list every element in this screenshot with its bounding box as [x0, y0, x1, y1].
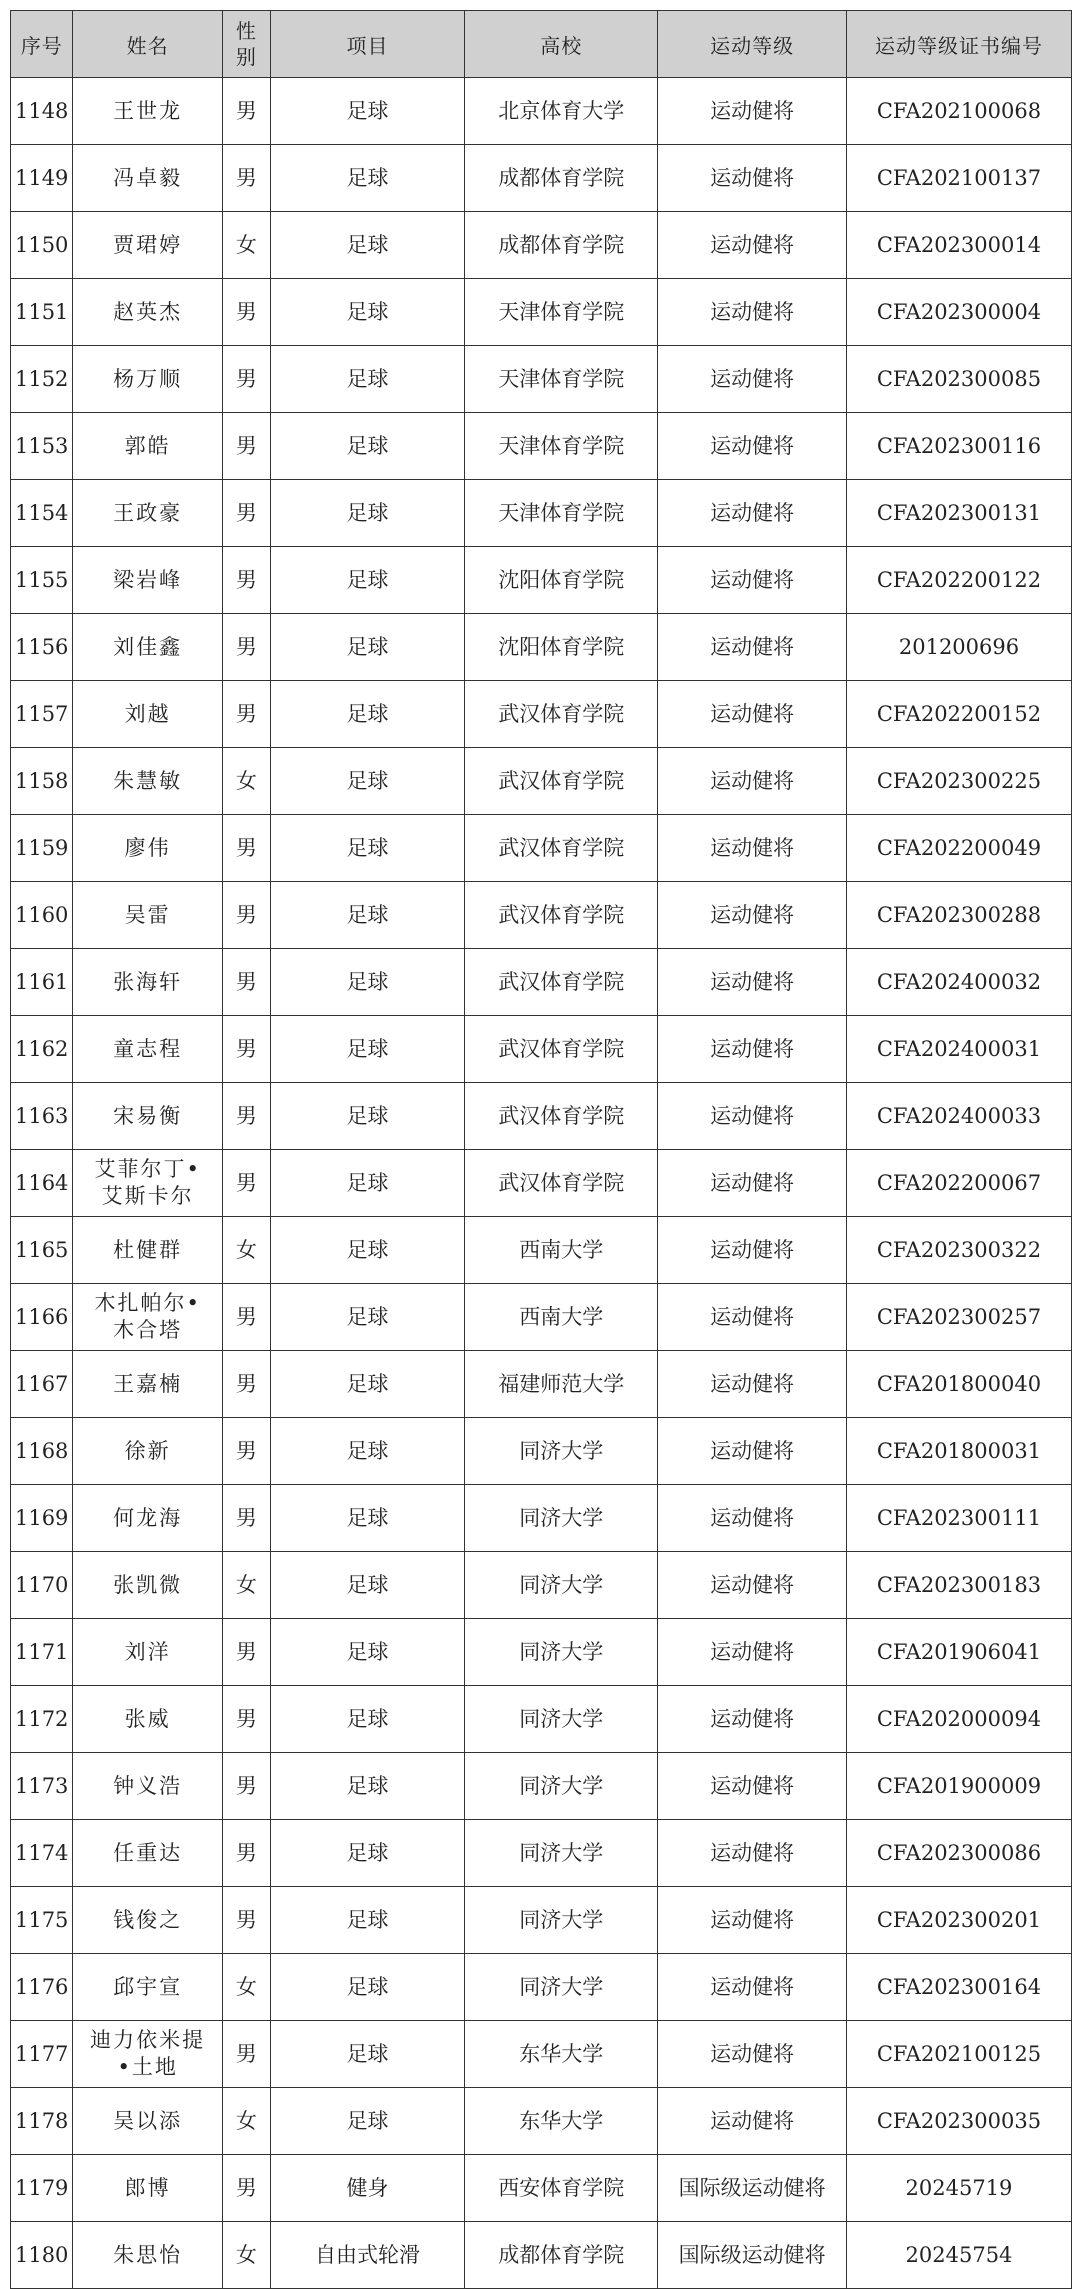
table-row	[11, 145, 1072, 212]
header-gender-label: 性 别	[235, 19, 257, 69]
cell-index: 1171	[11, 1619, 73, 1686]
cell-gender: 男	[222, 145, 270, 212]
cell-school: 武汉体育学院	[465, 748, 658, 815]
cell-school: 同济大学	[465, 1820, 658, 1887]
cell-name: 刘洋	[73, 1619, 222, 1686]
cell-index: 1174	[11, 1820, 73, 1887]
cell-name: 梁岩峰	[73, 547, 222, 614]
cell-cert: CFA202400031	[846, 1016, 1071, 1083]
cell-sport: 足球	[270, 2021, 464, 2088]
cell-name: 任重达	[73, 1820, 222, 1887]
cell-gender: 男	[222, 614, 270, 681]
cell-cert: CFA202200067	[846, 1150, 1071, 1217]
cell-cert: CFA202100068	[846, 78, 1071, 145]
cell-cert: CFA202300085	[846, 346, 1071, 413]
cell-name: 何龙海	[73, 1485, 222, 1552]
cell-level: 运动健将	[658, 1552, 847, 1619]
table-row	[11, 2088, 1072, 2155]
cell-cert: CFA202300111	[846, 1485, 1071, 1552]
cell-index: 1173	[11, 1753, 73, 1820]
table-row	[11, 480, 1072, 547]
cell-sport: 足球	[270, 949, 464, 1016]
cell-cert: CFA202300225	[846, 748, 1071, 815]
header-cert: 运动等级证书编号	[846, 11, 1071, 78]
cell-level: 运动健将	[658, 1284, 847, 1351]
cell-cert: CFA202300288	[846, 882, 1071, 949]
cell-name: 吴雷	[73, 882, 222, 949]
cell-level: 运动健将	[658, 681, 847, 748]
cell-level: 运动健将	[658, 1418, 847, 1485]
cell-name: 廖伟	[73, 815, 222, 882]
cell-name: 邱宇宣	[73, 1954, 222, 2021]
cell-school: 天津体育学院	[465, 413, 658, 480]
cell-gender: 男	[222, 1619, 270, 1686]
cell-gender: 男	[222, 1083, 270, 1150]
cell-level: 运动健将	[658, 2021, 847, 2088]
cell-level: 运动健将	[658, 1954, 847, 2021]
cell-sport: 足球	[270, 1686, 464, 1753]
cell-gender: 男	[222, 346, 270, 413]
table-row	[11, 1619, 1072, 1686]
cell-cert: CFA202200122	[846, 547, 1071, 614]
cell-gender: 男	[222, 1820, 270, 1887]
cell-cert: CFA202400032	[846, 949, 1071, 1016]
cell-name: 刘佳鑫	[73, 614, 222, 681]
cell-school: 同济大学	[465, 1887, 658, 1954]
cell-index: 1150	[11, 212, 73, 279]
cell-index: 1156	[11, 614, 73, 681]
cell-index: 1170	[11, 1552, 73, 1619]
table-row	[11, 1016, 1072, 1083]
cell-level: 运动健将	[658, 480, 847, 547]
cell-gender: 女	[222, 1552, 270, 1619]
cell-level: 运动健将	[658, 949, 847, 1016]
cell-name: 张凯微	[73, 1552, 222, 1619]
cell-index: 1168	[11, 1418, 73, 1485]
cell-name: 朱慧敏	[73, 748, 222, 815]
cell-cert: CFA202300183	[846, 1552, 1071, 1619]
header-level: 运动等级	[658, 11, 847, 78]
cell-level: 运动健将	[658, 1820, 847, 1887]
cell-cert: CFA202200049	[846, 815, 1071, 882]
cell-level: 运动健将	[658, 212, 847, 279]
cell-sport: 足球	[270, 1284, 464, 1351]
athlete-roster-table	[10, 10, 1072, 2289]
cell-sport: 足球	[270, 1820, 464, 1887]
table-row	[11, 1686, 1072, 1753]
table-row	[11, 2021, 1072, 2088]
table-row	[11, 1753, 1072, 1820]
cell-cert: CFA202300004	[846, 279, 1071, 346]
cell-sport: 足球	[270, 212, 464, 279]
cell-index: 1153	[11, 413, 73, 480]
cell-index: 1154	[11, 480, 73, 547]
header-school: 高校	[465, 11, 658, 78]
cell-gender: 女	[222, 1954, 270, 2021]
cell-cert: CFA202200152	[846, 681, 1071, 748]
cell-name: 杜健群	[73, 1217, 222, 1284]
header-gender	[222, 11, 270, 78]
cell-gender: 男	[222, 1016, 270, 1083]
cell-name: 刘越	[73, 681, 222, 748]
cell-level: 运动健将	[658, 882, 847, 949]
cell-school: 西安体育学院	[465, 2155, 658, 2222]
cell-gender: 男	[222, 1887, 270, 1954]
cell-name: 钟义浩	[73, 1753, 222, 1820]
cell-school: 天津体育学院	[465, 346, 658, 413]
cell-cert: 20245754	[846, 2222, 1071, 2289]
cell-index: 1148	[11, 78, 73, 145]
table-row	[11, 815, 1072, 882]
cell-cert: CFA201800040	[846, 1351, 1071, 1418]
cell-index: 1166	[11, 1284, 73, 1351]
cell-gender: 男	[222, 2021, 270, 2088]
cell-school: 天津体育学院	[465, 480, 658, 547]
cell-gender: 女	[222, 1217, 270, 1284]
cell-school: 同济大学	[465, 1686, 658, 1753]
cell-index: 1160	[11, 882, 73, 949]
cell-level: 运动健将	[658, 1753, 847, 1820]
cell-sport: 足球	[270, 1552, 464, 1619]
cell-name: 朱思怡	[73, 2222, 222, 2289]
cell-gender: 女	[222, 2222, 270, 2289]
cell-sport: 足球	[270, 1954, 464, 2021]
cell-name: 贾珺婷	[73, 212, 222, 279]
cell-school: 沈阳体育学院	[465, 547, 658, 614]
cell-level: 运动健将	[658, 279, 847, 346]
header-sport: 项目	[270, 11, 464, 78]
cell-name: 艾菲尔丁• 艾斯卡尔	[73, 1150, 222, 1217]
table-row	[11, 1284, 1072, 1351]
cell-level: 运动健将	[658, 1619, 847, 1686]
table-row	[11, 2155, 1072, 2222]
cell-school: 武汉体育学院	[465, 949, 658, 1016]
cell-school: 西南大学	[465, 1284, 658, 1351]
cell-index: 1163	[11, 1083, 73, 1150]
cell-sport: 足球	[270, 78, 464, 145]
cell-index: 1169	[11, 1485, 73, 1552]
cell-level: 运动健将	[658, 614, 847, 681]
table-row	[11, 1083, 1072, 1150]
cell-name: 宋易衡	[73, 1083, 222, 1150]
cell-sport: 足球	[270, 1351, 464, 1418]
cell-sport: 足球	[270, 480, 464, 547]
cell-gender: 男	[222, 1351, 270, 1418]
cell-school: 同济大学	[465, 1485, 658, 1552]
cell-school: 东华大学	[465, 2021, 658, 2088]
cell-level: 运动健将	[658, 1351, 847, 1418]
cell-school: 武汉体育学院	[465, 1150, 658, 1217]
table-row	[11, 279, 1072, 346]
cell-gender: 男	[222, 815, 270, 882]
cell-cert: CFA202300014	[846, 212, 1071, 279]
cell-level: 国际级运动健将	[658, 2222, 847, 2289]
cell-cert: CFA202100125	[846, 2021, 1071, 2088]
cell-gender: 男	[222, 1753, 270, 1820]
cell-name: 童志程	[73, 1016, 222, 1083]
cell-cert: CFA201800031	[846, 1418, 1071, 1485]
cell-cert: 20245719	[846, 2155, 1071, 2222]
cell-index: 1165	[11, 1217, 73, 1284]
cell-school: 天津体育学院	[465, 279, 658, 346]
cell-school: 沈阳体育学院	[465, 614, 658, 681]
cell-gender: 女	[222, 748, 270, 815]
cell-level: 运动健将	[658, 413, 847, 480]
cell-school: 武汉体育学院	[465, 815, 658, 882]
cell-sport: 足球	[270, 413, 464, 480]
cell-index: 1159	[11, 815, 73, 882]
table-row	[11, 413, 1072, 480]
cell-index: 1161	[11, 949, 73, 1016]
cell-index: 1155	[11, 547, 73, 614]
table-row	[11, 1552, 1072, 1619]
cell-gender: 男	[222, 1150, 270, 1217]
cell-index: 1177	[11, 2021, 73, 2088]
cell-sport: 足球	[270, 1485, 464, 1552]
cell-name: 张威	[73, 1686, 222, 1753]
cell-sport: 足球	[270, 1217, 464, 1284]
cell-school: 同济大学	[465, 1552, 658, 1619]
cell-sport: 足球	[270, 681, 464, 748]
header-index: 序号	[11, 11, 73, 78]
table-row	[11, 1954, 1072, 2021]
cell-sport: 足球	[270, 1150, 464, 1217]
table-row	[11, 1217, 1072, 1284]
cell-school: 成都体育学院	[465, 212, 658, 279]
cell-cert: CFA202300164	[846, 1954, 1071, 2021]
cell-name: 赵英杰	[73, 279, 222, 346]
table-row	[11, 1485, 1072, 1552]
cell-name: 迪力依米提 •土地	[73, 2021, 222, 2088]
cell-cert: CFA202000094	[846, 1686, 1071, 1753]
cell-school: 武汉体育学院	[465, 882, 658, 949]
table-row	[11, 547, 1072, 614]
cell-level: 运动健将	[658, 1686, 847, 1753]
table-row	[11, 1887, 1072, 1954]
table-row	[11, 949, 1072, 1016]
table-row	[11, 681, 1072, 748]
cell-level: 运动健将	[658, 1083, 847, 1150]
table-header	[11, 11, 1072, 78]
cell-name: 冯卓毅	[73, 145, 222, 212]
cell-index: 1162	[11, 1016, 73, 1083]
cell-sport: 足球	[270, 1753, 464, 1820]
cell-name: 徐新	[73, 1418, 222, 1485]
cell-cert: CFA201900009	[846, 1753, 1071, 1820]
cell-level: 运动健将	[658, 815, 847, 882]
cell-sport: 健身	[270, 2155, 464, 2222]
cell-name: 郎博	[73, 2155, 222, 2222]
cell-school: 成都体育学院	[465, 2222, 658, 2289]
table-row	[11, 1820, 1072, 1887]
cell-school: 武汉体育学院	[465, 1016, 658, 1083]
cell-school: 成都体育学院	[465, 145, 658, 212]
cell-gender: 男	[222, 1284, 270, 1351]
cell-gender: 男	[222, 882, 270, 949]
cell-cert: CFA202300322	[846, 1217, 1071, 1284]
cell-gender: 女	[222, 212, 270, 279]
cell-level: 运动健将	[658, 547, 847, 614]
cell-name: 郭皓	[73, 413, 222, 480]
cell-gender: 男	[222, 1485, 270, 1552]
table-row	[11, 1418, 1072, 1485]
cell-name: 张海轩	[73, 949, 222, 1016]
cell-cert: CFA202100137	[846, 145, 1071, 212]
cell-gender: 男	[222, 1418, 270, 1485]
cell-level: 运动健将	[658, 748, 847, 815]
cell-name: 王世龙	[73, 78, 222, 145]
cell-school: 同济大学	[465, 1619, 658, 1686]
cell-index: 1151	[11, 279, 73, 346]
cell-sport: 足球	[270, 882, 464, 949]
cell-index: 1149	[11, 145, 73, 212]
cell-index: 1178	[11, 2088, 73, 2155]
cell-gender: 男	[222, 413, 270, 480]
cell-index: 1164	[11, 1150, 73, 1217]
cell-level: 运动健将	[658, 1217, 847, 1284]
cell-school: 同济大学	[465, 1753, 658, 1820]
table-row	[11, 2222, 1072, 2289]
cell-level: 运动健将	[658, 1150, 847, 1217]
cell-sport: 足球	[270, 1083, 464, 1150]
cell-sport: 足球	[270, 279, 464, 346]
cell-gender: 男	[222, 78, 270, 145]
cell-school: 武汉体育学院	[465, 1083, 658, 1150]
table-row	[11, 212, 1072, 279]
cell-cert: 201200696	[846, 614, 1071, 681]
cell-school: 武汉体育学院	[465, 681, 658, 748]
cell-cert: CFA202300116	[846, 413, 1071, 480]
cell-name: 吴以添	[73, 2088, 222, 2155]
cell-index: 1172	[11, 1686, 73, 1753]
table-row	[11, 748, 1072, 815]
cell-gender: 男	[222, 2155, 270, 2222]
cell-level: 运动健将	[658, 1485, 847, 1552]
cell-gender: 男	[222, 949, 270, 1016]
cell-name: 王政豪	[73, 480, 222, 547]
cell-cert: CFA202300257	[846, 1284, 1071, 1351]
cell-sport: 足球	[270, 1418, 464, 1485]
cell-level: 运动健将	[658, 1887, 847, 1954]
cell-cert: CFA202300201	[846, 1887, 1071, 1954]
cell-sport: 足球	[270, 1887, 464, 1954]
table-row	[11, 346, 1072, 413]
table-row	[11, 1351, 1072, 1418]
cell-gender: 男	[222, 279, 270, 346]
cell-sport: 足球	[270, 1016, 464, 1083]
cell-cert: CFA202300131	[846, 480, 1071, 547]
cell-cert: CFA201906041	[846, 1619, 1071, 1686]
cell-cert: CFA202400033	[846, 1083, 1071, 1150]
table-row	[11, 1150, 1072, 1217]
table-row	[11, 882, 1072, 949]
cell-level: 运动健将	[658, 2088, 847, 2155]
cell-sport: 足球	[270, 748, 464, 815]
cell-level: 运动健将	[658, 78, 847, 145]
cell-sport: 足球	[270, 614, 464, 681]
header-row	[11, 11, 1072, 78]
header-name: 姓名	[73, 11, 222, 78]
cell-name: 钱俊之	[73, 1887, 222, 1954]
cell-index: 1175	[11, 1887, 73, 1954]
cell-index: 1179	[11, 2155, 73, 2222]
cell-gender: 男	[222, 480, 270, 547]
cell-cert: CFA202300086	[846, 1820, 1071, 1887]
cell-sport: 足球	[270, 145, 464, 212]
cell-gender: 女	[222, 2088, 270, 2155]
cell-sport: 足球	[270, 815, 464, 882]
cell-index: 1157	[11, 681, 73, 748]
cell-school: 福建师范大学	[465, 1351, 658, 1418]
cell-level: 国际级运动健将	[658, 2155, 847, 2222]
cell-index: 1152	[11, 346, 73, 413]
cell-sport: 足球	[270, 346, 464, 413]
cell-school: 东华大学	[465, 2088, 658, 2155]
cell-school: 西南大学	[465, 1217, 658, 1284]
table-body	[11, 78, 1072, 2289]
cell-sport: 足球	[270, 1619, 464, 1686]
cell-school: 同济大学	[465, 1418, 658, 1485]
table-row	[11, 78, 1072, 145]
cell-name: 王嘉楠	[73, 1351, 222, 1418]
cell-name: 木扎帕尔• 木合塔	[73, 1284, 222, 1351]
cell-name: 杨万顺	[73, 346, 222, 413]
cell-sport: 自由式轮滑	[270, 2222, 464, 2289]
cell-index: 1167	[11, 1351, 73, 1418]
cell-school: 同济大学	[465, 1954, 658, 2021]
cell-index: 1176	[11, 1954, 73, 2021]
cell-gender: 男	[222, 681, 270, 748]
cell-level: 运动健将	[658, 1016, 847, 1083]
cell-index: 1158	[11, 748, 73, 815]
cell-gender: 男	[222, 547, 270, 614]
cell-sport: 足球	[270, 547, 464, 614]
cell-cert: CFA202300035	[846, 2088, 1071, 2155]
cell-index: 1180	[11, 2222, 73, 2289]
cell-school: 北京体育大学	[465, 78, 658, 145]
cell-gender: 男	[222, 1686, 270, 1753]
cell-level: 运动健将	[658, 145, 847, 212]
cell-sport: 足球	[270, 2088, 464, 2155]
table-row	[11, 614, 1072, 681]
cell-level: 运动健将	[658, 346, 847, 413]
